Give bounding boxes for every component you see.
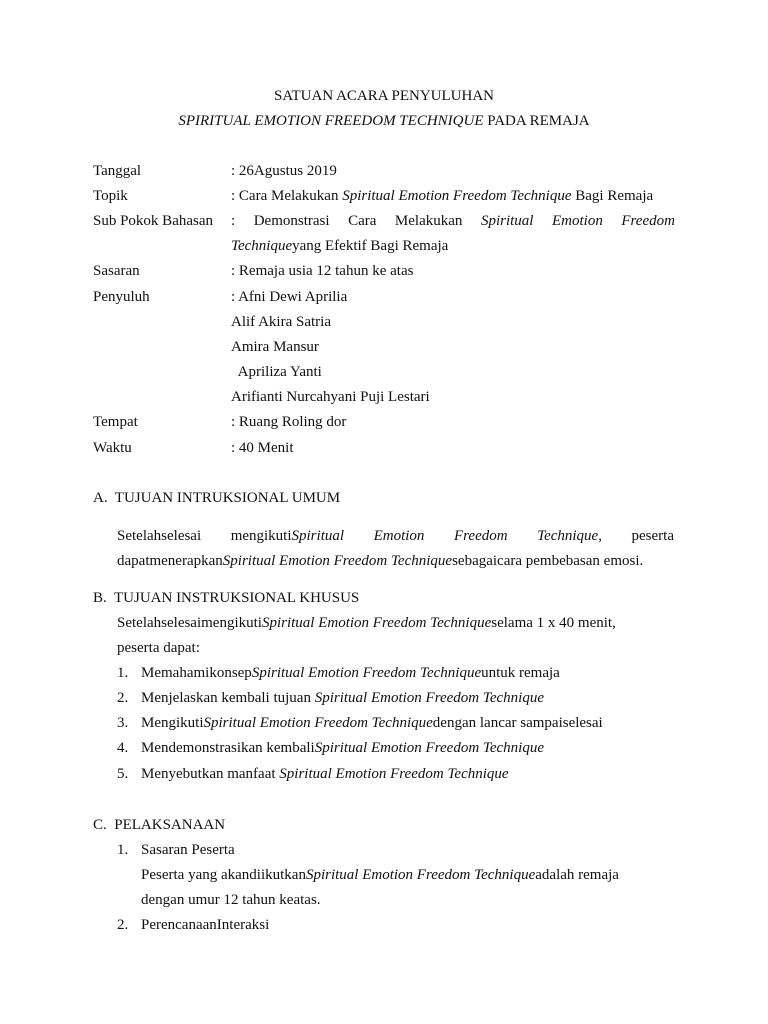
penyuluh-name: Apriliza Yanti [231,364,322,380]
subtitle-rest: PADA REMAJA [483,113,590,129]
list-item-number: 4. [117,740,129,756]
section-a-word: Technique, [537,528,602,544]
subtitle-italic: SPIRITUAL EMOTION FREEDOM TECHNIQUE [178,113,484,129]
section-b-intro: SetelahselesaimengikutiSpiritual Emotion Freedom Techniqueselama 1 x 40 menit, [117,615,616,631]
sub-pokok-italic: Technique [231,238,293,254]
list-item-number: 1. [117,665,129,681]
label-topik: Topik [93,188,128,204]
list-item: Mendemonstrasikan kembaliSpiritual Emotion Freedom Technique [141,740,545,756]
label-sub-pokok: Sub Pokok Bahasan [93,213,213,229]
list-item: MemahamikonsepSpiritual Emotion Freedom Techniqueuntuk remaja [141,665,560,681]
list-item-number: 5. [117,766,129,782]
penyuluh-name: : Afni Dewi Aprilia [231,289,348,305]
value-waktu: : 40 Menit [231,440,294,456]
list-item-number: 1. [117,842,129,858]
section-a-line2: dapatmenerapkanSpiritual Emotion Freedom Techniquesebagaicara pembebasan emosi. [117,553,644,569]
section-c-heading: C. PELAKSANAAN [93,817,226,833]
sub-pokok-rest: yang Efektif Bagi Remaja [292,238,449,254]
document-title: SATUAN ACARA PENYULUHAN [273,88,495,104]
section-a-italic-word: Freedom [453,528,508,544]
section-a-italic-word: Emotion [373,528,425,544]
label-tempat: Tempat [93,414,138,430]
label-tanggal: Tanggal [93,163,142,179]
list-item: Menyebutkan manfaat Spiritual Emotion Freedom Technique [141,766,509,782]
sub-pokok-word: Cara [348,213,377,229]
section-a-heading: A. TUJUAN INTRUKSIONAL UMUM [93,490,341,506]
sub-pokok-colon: : [231,213,236,229]
penyuluh-name: Arifianti Nurcahyani Puji Lestari [231,389,430,405]
list-item-number: 2. [117,917,129,933]
value-tempat: : Ruang Roling dor [231,414,347,430]
penyuluh-name: Amira Mansur [231,339,319,355]
list-item: MengikutiSpiritual Emotion Freedom Techniquedengan lancar sampaiselesai [141,715,603,731]
topik-italic: Spiritual Emotion Freedom Technique [342,188,572,204]
section-c-item1-title: Sasaran Peserta [141,842,235,858]
label-penyuluh: Penyuluh [93,289,150,305]
section-a-word: peserta [631,528,674,544]
section-a-word: mengikutiSpiritual [230,528,345,544]
section-b-intro-line2: peserta dapat: [117,640,200,656]
list-item-number: 2. [117,690,129,706]
value-sub-pokok-line2 [231,237,448,255]
section-c-item1-text-line2: dengan umur 12 tahun keatas. [141,892,321,908]
section-a-line1 [117,527,674,545]
section-c-item1-text: Peserta yang akandiikutkanSpiritual Emotion Freedom Techniqueadalah remaja [141,867,619,883]
document-subtitle [0,112,768,130]
section-b-heading: B. TUJUAN INSTRUKSIONAL KHUSUS [93,590,360,606]
value-tanggal: : 26Agustus 2019 [231,163,337,179]
sub-pokok-italic-word: Emotion [551,213,603,229]
section-a-word: Setelahselesai [117,528,202,544]
sub-pokok-word: Melakukan [394,213,463,229]
value-sasaran: : Remaja usia 12 tahun ke atas [231,263,414,279]
sub-pokok-word: Demonstrasi [253,213,330,229]
topik-post: Bagi Remaja [571,188,654,204]
label-waktu: Waktu [93,440,132,456]
list-item: Menjelaskan kembali tujuan Spiritual Emotion Freedom Technique [141,690,544,706]
penyuluh-name: Alif Akira Satria [231,314,331,330]
value-topik [231,187,653,205]
section-c-item2-title: PerencanaanInteraksi [141,917,270,933]
list-item-number: 3. [117,715,129,731]
value-sub-pokok-line1 [231,212,675,230]
sub-pokok-italic-word: Freedom [621,213,675,229]
topik-pre: : Cara Melakukan [231,188,343,204]
sub-pokok-italic-word: Spiritual [480,213,534,229]
label-sasaran: Sasaran [93,263,140,279]
